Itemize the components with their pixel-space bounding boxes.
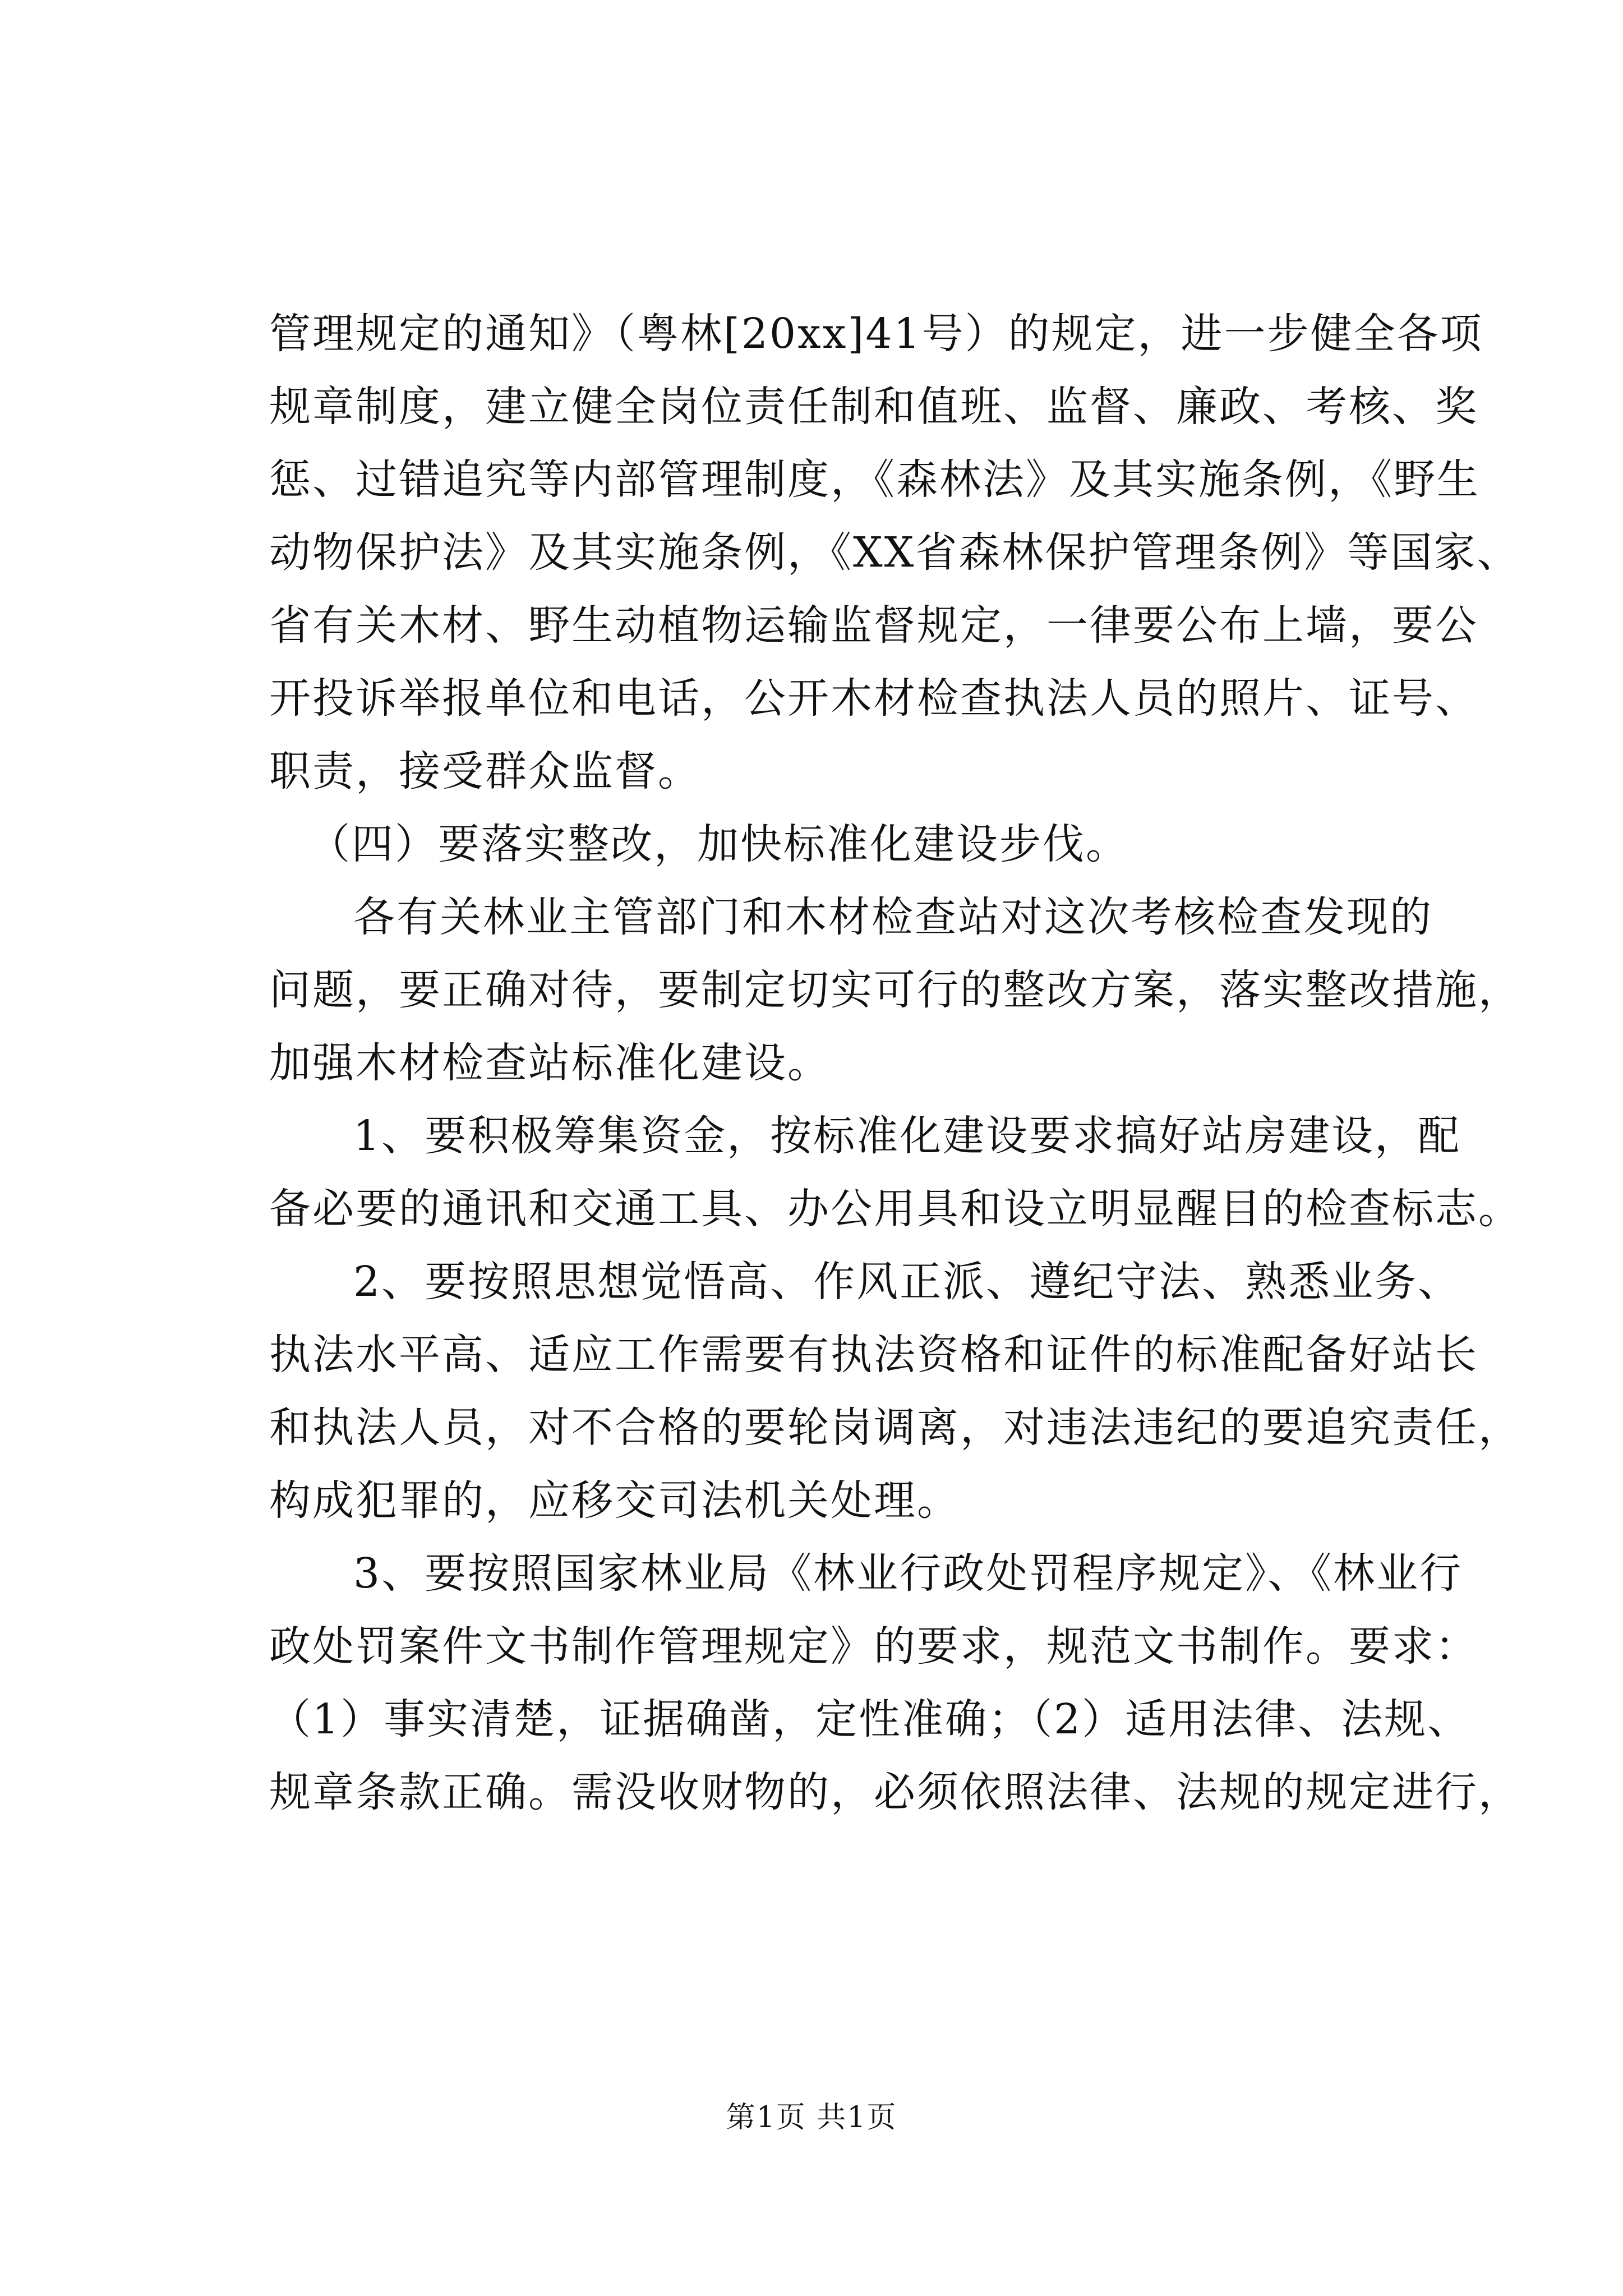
text-line: 备必要的通讯和交通工具、办公用具和设立明显醒目的检查标志。 bbox=[269, 1185, 1521, 1233]
text-line: 执法水平高、适应工作需要有执法资格和证件的标准配备好站长 bbox=[269, 1331, 1478, 1379]
text-line: 管理规定的通知》（粤林[20xx]41号）的规定，进一步健全各项 bbox=[269, 310, 1483, 358]
text-line: 开投诉举报单位和电话，公开木材检查执法人员的照片、证号、 bbox=[269, 674, 1478, 723]
document-body bbox=[269, 297, 1521, 1829]
text-line: 动物保护法》及其实施条例，《XX省森林保护管理条例》等国家、 bbox=[269, 528, 1520, 577]
section-heading: （四）要落实整改，加快标准化建设步伐。 bbox=[308, 820, 1129, 868]
text-line: 问题，要正确对待，要制定切实可行的整改方案，落实整改措施， bbox=[269, 966, 1521, 1014]
text-line: 和执法人员，对不合格的要轮岗调离，对违法违纪的要追究责任， bbox=[269, 1404, 1521, 1452]
text-line: 加强木材检查站标准化建设。 bbox=[269, 1039, 831, 1087]
text-line: 省有关木材、野生动植物运输监督规定，一律要公布上墙，要公 bbox=[269, 601, 1478, 650]
text-line: 职责，接受群众监督。 bbox=[269, 747, 701, 795]
text-line: 各有关林业主管部门和木材检查站对这次考核检查发现的 bbox=[353, 893, 1433, 941]
text-line: 构成犯罪的，应移交司法机关处理。 bbox=[269, 1476, 960, 1525]
text-line: 政处罚案件文书制作管理规定》的要求，规范文书制作。要求： bbox=[269, 1622, 1478, 1671]
page-footer bbox=[0, 2098, 1623, 2137]
text-line: （1）事实清楚，证据确凿，定性准确；（2）适用法律、法规、 bbox=[269, 1695, 1471, 1743]
text-line: 1、要积极筹集资金，按标准化建设要求搞好站房建设，配 bbox=[353, 1112, 1461, 1160]
text-line: 规章条款正确。需没收财物的，必须依照法律、法规的规定进行， bbox=[269, 1768, 1521, 1816]
text-line: 2、要按照思想觉悟高、作风正派、遵纪守法、熟悉业务、 bbox=[353, 1258, 1461, 1306]
text-line: 惩、过错追究等内部管理制度，《森林法》及其实施条例，《野生 bbox=[269, 455, 1480, 504]
page-number-label: 第1页 共1页 bbox=[726, 2101, 897, 2134]
text-line: 规章制度，建立健全岗位责任制和值班、监督、廉政、考核、奖 bbox=[269, 383, 1478, 431]
text-line: 3、要按照国家林业局《林业行政处罚程序规定》、《林业行 bbox=[353, 1549, 1463, 1598]
